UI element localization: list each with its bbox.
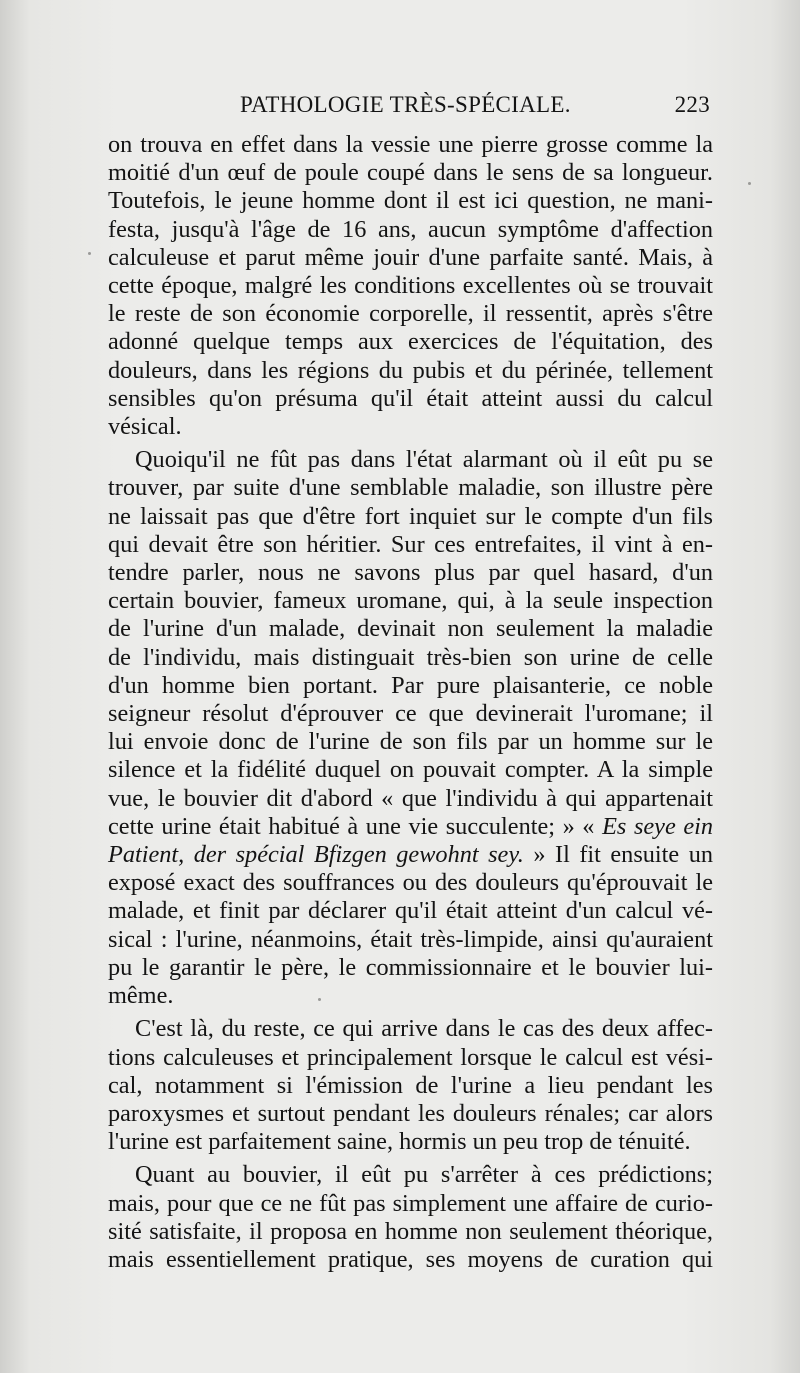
text-line: tendre parler, nous ne savons plus par quel hasard, d'un [108, 559, 713, 587]
text-line: cette époque, malgré les conditions excellentes où se trouvait [108, 272, 713, 300]
text-line: le reste de son économie corporelle, il ressentit, après s'être [108, 300, 713, 328]
text-line: adonné quelque temps aux exercices de l'équitation, des [108, 328, 713, 356]
text-line: pu le garantir le père, le commissionnaire et le bouvier lui- [108, 953, 713, 981]
running-header [240, 92, 710, 126]
text-line: vésical. [108, 413, 182, 441]
text-line: de l'urine d'un malade, devinait non seulement la maladie [108, 615, 713, 643]
text-line: moitié d'un œuf de poule coupé dans le sens de sa longueur. [108, 159, 713, 187]
header-title: PATHOLOGIE TRÈS-SPÉCIALE. [240, 92, 571, 117]
text-line: mais, pour que ce ne fût pas simplement une affaire de curio- [108, 1189, 713, 1217]
text-line: malade, et finit par déclarer qu'il était atteint d'un calcul vé- [108, 897, 713, 925]
paragraph-4 [108, 1161, 713, 1274]
paper-speck [318, 998, 321, 1001]
paragraph-2 [108, 446, 713, 1010]
text-line: sensibles qu'on présuma qu'il était atteint aussi du calcul [108, 384, 713, 412]
text-line: sité satisfaite, il proposa en homme non seulement théorique, [108, 1217, 713, 1245]
page-number: 223 [674, 92, 710, 117]
text-line: d'un homme bien portant. Par pure plaisanterie, ce noble [108, 671, 713, 699]
text-line: trouver, par suite d'une semblable maladie, son illustre père [108, 474, 713, 502]
paragraph-1 [108, 131, 713, 441]
text-line: sical : l'urine, néanmoins, était très-limpide, ainsi qu'auraient [108, 925, 713, 953]
german-quote: Es seye ein Patient, der spécial Bfizgen gewohnt sey. [108, 812, 714, 869]
text-line: l'urine est parfaitement saine, hormis un peu trop de ténuité. [108, 1128, 691, 1156]
text-line: mais essentiellement pratique, ses moyens de curation qui [108, 1245, 713, 1273]
body-text [108, 131, 713, 1274]
text-line-with-quote [108, 813, 713, 869]
text-line: C'est là, du reste, ce qui arrive dans le cas des deux affec- [135, 1015, 713, 1043]
text-line: ne laissait pas que d'être fort inquiet sur le compte d'un fils [108, 502, 713, 530]
text-fragment: » Il fit ensuite un [533, 841, 714, 869]
paper-speck [748, 182, 751, 185]
text-line: Toutefois, le jeune homme dont il est ici question, ne mani- [108, 187, 713, 215]
paper-speck [88, 252, 91, 255]
text-line: calculeuse et parut même jouir d'une parfaite santé. Mais, à [108, 243, 713, 271]
text-line: tions calculeuses et principalement lorsque le calcul est vési- [108, 1043, 713, 1071]
text-line: festa, jusqu'à l'âge de 16 ans, aucun symptôme d'affection [108, 215, 713, 243]
text-line: Quoiqu'il ne fût pas dans l'état alarmant où il eût pu se [135, 446, 713, 474]
text-line: lui envoie donc de l'urine de son fils par un homme sur le [108, 728, 713, 756]
text-line: vue, le bouvier dit d'abord « que l'individu à qui appartenait [108, 784, 713, 812]
text-line: douleurs, dans les régions du pubis et du périnée, tellement [108, 356, 713, 384]
text-line: exposé exact des souffrances ou des douleurs qu'éprouvait le [108, 869, 713, 897]
text-line: on trouva en effet dans la vessie une pierre grosse comme la [108, 131, 713, 158]
text-line: de l'individu, mais distinguait très-bien son urine de celle [108, 643, 713, 671]
text-fragment: cette urine était habitué à une vie succulente; » « [108, 812, 595, 840]
paragraph-3 [108, 1015, 713, 1156]
text-line: silence et la fidélité duquel on pouvait compter. A la simple [108, 756, 713, 784]
text-line: qui devait être son héritier. Sur ces entrefaites, il vint à en- [108, 530, 713, 558]
text-line: certain bouvier, fameux uromane, qui, à la seule inspection [108, 587, 713, 615]
text-line: paroxysmes et surtout pendant les douleurs rénales; car alors [108, 1099, 713, 1127]
text-line: cal, notamment si l'émission de l'urine a lieu pendant les [108, 1071, 713, 1099]
text-line: même. [108, 982, 174, 1010]
text-line: Quant au bouvier, il eût pu s'arrêter à ces prédictions; [135, 1161, 713, 1189]
text-line: seigneur résolut d'éprouver ce que devinerait l'uromane; il [108, 700, 713, 728]
